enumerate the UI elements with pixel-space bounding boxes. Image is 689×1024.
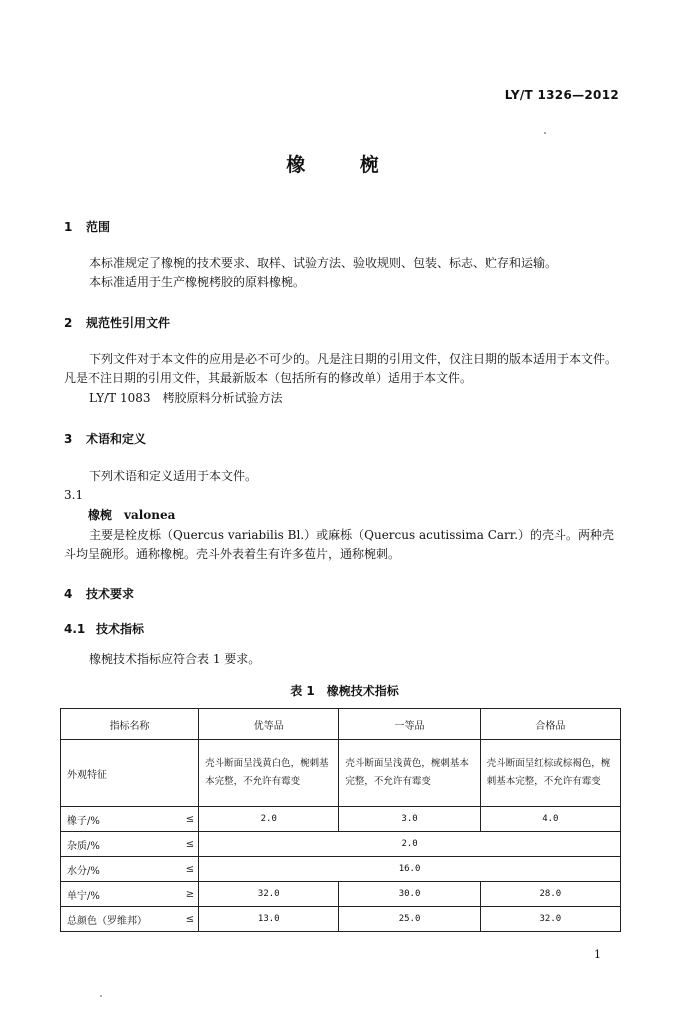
section-1-heading [64,218,110,235]
normative-reference: LY/T 1083 栲胶原料分析试验方法 [89,391,283,405]
comparison-symbol: ≤ [184,907,199,932]
section-number: 4.1 [64,622,86,636]
section-number: 4 [64,587,73,601]
section-title: 技术指标 [96,622,145,636]
cell-qualified: 4.0 [480,807,620,832]
section-number: 3 [64,432,73,446]
section-4-1-heading [64,620,144,637]
row-label: 外观特征 [61,740,199,807]
cell-first: 3.0 [339,807,480,832]
table-header-row [61,709,621,740]
section-title: 范围 [86,220,111,234]
term-definition: 主要是栓皮栎（Quercus variabilis Bl.）或麻栎（Quercus acutissima Carr.）的壳斗。两种壳斗均呈碗形。通称橡椀。壳斗外表着生有许多苞片，通称椀刺。 [64,528,615,561]
section-title: 技术要求 [86,587,135,601]
header-indicator-name: 指标名称 [61,709,199,740]
standard-code: LY/T 1326—2012 [504,88,619,102]
section-title: 规范性引用文件 [86,316,171,330]
section-4-1-paragraph: 橡椀技术指标应符合表 1 要求。 [89,652,261,666]
cell-all-grades: 2.0 [199,832,621,857]
cell-qualified: 32.0 [480,907,620,932]
table-row [61,807,621,832]
row-label: 水分/% [61,857,185,882]
cell-premium: 壳斗断面呈浅黄白色，椀刺基本完整，不允许有霉变 [199,740,339,807]
cell-first: 壳斗断面呈浅黄色，椀刺基本完整，不允许有霉变 [339,740,480,807]
section-1-paragraph-1: 本标准规定了橡椀的技术要求、取样、试验方法、验收规则、包装、标志、贮存和运输。 [89,256,558,270]
cell-premium: 13.0 [199,907,339,932]
section-3-heading [64,430,146,447]
comparison-symbol: ≤ [184,857,199,882]
page-number: 1 [594,948,601,961]
row-label: 单宁/% [61,882,185,907]
table-row [61,832,621,857]
clause-number: 3.1 [64,488,84,502]
comparison-symbol: ≤ [184,807,199,832]
section-number: 1 [64,220,73,234]
section-2-heading [64,314,170,331]
specification-table [60,708,621,932]
header-first-grade: 一等品 [339,709,480,740]
comparison-symbol: ≥ [184,882,199,907]
header-qualified-grade: 合格品 [480,709,620,740]
section-number: 2 [64,316,73,330]
cell-all-grades: 16.0 [199,857,621,882]
section-1-paragraph-2: 本标准适用于生产橡椀栲胶的原料橡椀。 [89,275,306,289]
cell-first: 30.0 [339,882,480,907]
term-entry: 橡椀 valonea [88,508,176,522]
table-caption: 表 1 橡椀技术指标 [290,684,399,698]
row-label: 橡子/% [61,807,185,832]
section-2-paragraph: 下列文件对于本文件的应用是必不可少的。凡是注日期的引用文件，仅注日期的版本适用于本文件。凡是不注日期的引用文件，其最新版本（包括所有的修改单）适用于本文件。 [64,352,618,385]
table-row [61,857,621,882]
cell-premium: 2.0 [199,807,339,832]
cell-premium: 32.0 [199,882,339,907]
section-3-paragraph: 下列术语和定义适用于本文件。 [89,469,258,483]
row-label: 杂质/% [61,832,185,857]
section-title: 术语和定义 [86,432,147,446]
cell-qualified: 壳斗断面呈红棕或棕褐色，椀刺基本完整，不允许有霉变 [480,740,620,807]
table-row [61,882,621,907]
section-4-heading [64,585,134,602]
table-row-appearance [61,740,621,807]
row-label: 总颜色（罗维邦） [61,907,185,932]
table-row [61,907,621,932]
cell-qualified: 28.0 [480,882,620,907]
scan-speck [100,995,102,997]
header-premium-grade: 优等品 [199,709,339,740]
comparison-symbol: ≤ [184,832,199,857]
scan-speck [544,132,546,134]
cell-first: 25.0 [339,907,480,932]
document-title: 橡 椀 [286,154,403,176]
